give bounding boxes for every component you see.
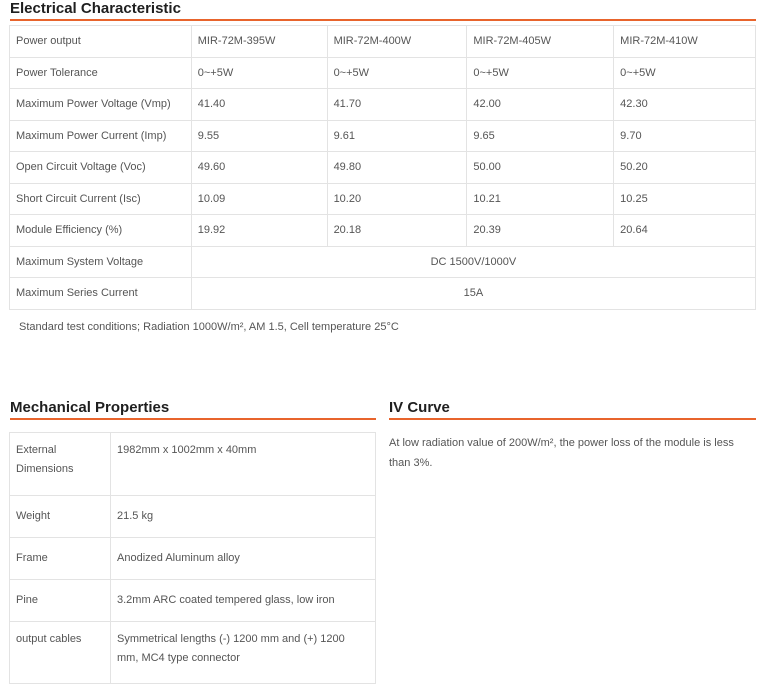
iv-curve-section-title: IV Curve — [389, 399, 756, 420]
cell: MIR-72M-405W — [467, 26, 614, 58]
row-label: Pine — [10, 580, 111, 622]
cell: 49.80 — [327, 152, 467, 184]
cell: 1982mm x 1002mm x 40mm — [111, 433, 376, 496]
row-label: Open Circuit Voltage (Voc) — [10, 152, 192, 184]
table-row — [10, 278, 756, 310]
table-row — [10, 57, 756, 89]
cell: 20.64 — [614, 215, 756, 247]
cell: 20.39 — [467, 215, 614, 247]
cell: 10.20 — [327, 183, 467, 215]
cell: 10.09 — [191, 183, 327, 215]
table-row — [10, 120, 756, 152]
row-label: Maximum System Voltage — [10, 246, 192, 278]
test-conditions-note: Standard test conditions; Radiation 1000W/m², AM 1.5, Cell temperature 25°C — [19, 321, 399, 333]
cell: 41.70 — [327, 89, 467, 121]
cell: 42.30 — [614, 89, 756, 121]
cell: 9.61 — [327, 120, 467, 152]
cell: MIR-72M-400W — [327, 26, 467, 58]
mechanical-table — [9, 432, 376, 684]
span-cell: 15A — [191, 278, 755, 310]
cell: 9.70 — [614, 120, 756, 152]
row-label: External Dimensions — [10, 433, 111, 496]
table-row — [10, 580, 376, 622]
cell: 0~+5W — [327, 57, 467, 89]
row-label: Power Tolerance — [10, 57, 192, 89]
iv-curve-description: At low radiation value of 200W/m², the power loss of the module is less than 3%. — [389, 437, 734, 469]
cell: 0~+5W — [191, 57, 327, 89]
span-cell: DC 1500V/1000V — [191, 246, 755, 278]
cell: Symmetrical lengths (-) 1200 mm and (+) 1200 mm, MC4 type connector — [111, 622, 376, 684]
mechanical-section-title: Mechanical Properties — [10, 399, 376, 420]
row-label: Power output — [10, 26, 192, 58]
table-row — [10, 496, 376, 538]
cell: 50.00 — [467, 152, 614, 184]
table-row — [10, 26, 756, 58]
cell: MIR-72M-395W — [191, 26, 327, 58]
electrical-table — [9, 25, 756, 310]
row-label: Maximum Power Voltage (Vmp) — [10, 89, 192, 121]
cell: 0~+5W — [614, 57, 756, 89]
cell: 10.25 — [614, 183, 756, 215]
cell: 49.60 — [191, 152, 327, 184]
cell: 41.40 — [191, 89, 327, 121]
cell: 21.5 kg — [111, 496, 376, 538]
table-row — [10, 622, 376, 684]
electrical-section-title: Electrical Characteristic — [10, 0, 756, 21]
row-label: Maximum Power Current (Imp) — [10, 120, 192, 152]
cell: 10.21 — [467, 183, 614, 215]
cell: 50.20 — [614, 152, 756, 184]
table-row — [10, 215, 756, 247]
cell: 20.18 — [327, 215, 467, 247]
table-row — [10, 183, 756, 215]
cell: 19.92 — [191, 215, 327, 247]
cell: 9.65 — [467, 120, 614, 152]
row-label: Frame — [10, 538, 111, 580]
cell: 42.00 — [467, 89, 614, 121]
cell: MIR-72M-410W — [614, 26, 756, 58]
row-label: Module Efficiency (%) — [10, 215, 192, 247]
table-row — [10, 89, 756, 121]
cell: 0~+5W — [467, 57, 614, 89]
row-label: Maximum Series Current — [10, 278, 192, 310]
cell: 3.2mm ARC coated tempered glass, low iron — [111, 580, 376, 622]
table-row — [10, 152, 756, 184]
row-label: Short Circuit Current (Isc) — [10, 183, 192, 215]
row-label: Weight — [10, 496, 111, 538]
row-label: output cables — [10, 622, 111, 684]
cell: 9.55 — [191, 120, 327, 152]
table-row — [10, 246, 756, 278]
table-row — [10, 433, 376, 496]
table-row — [10, 538, 376, 580]
cell: Anodized Aluminum alloy — [111, 538, 376, 580]
